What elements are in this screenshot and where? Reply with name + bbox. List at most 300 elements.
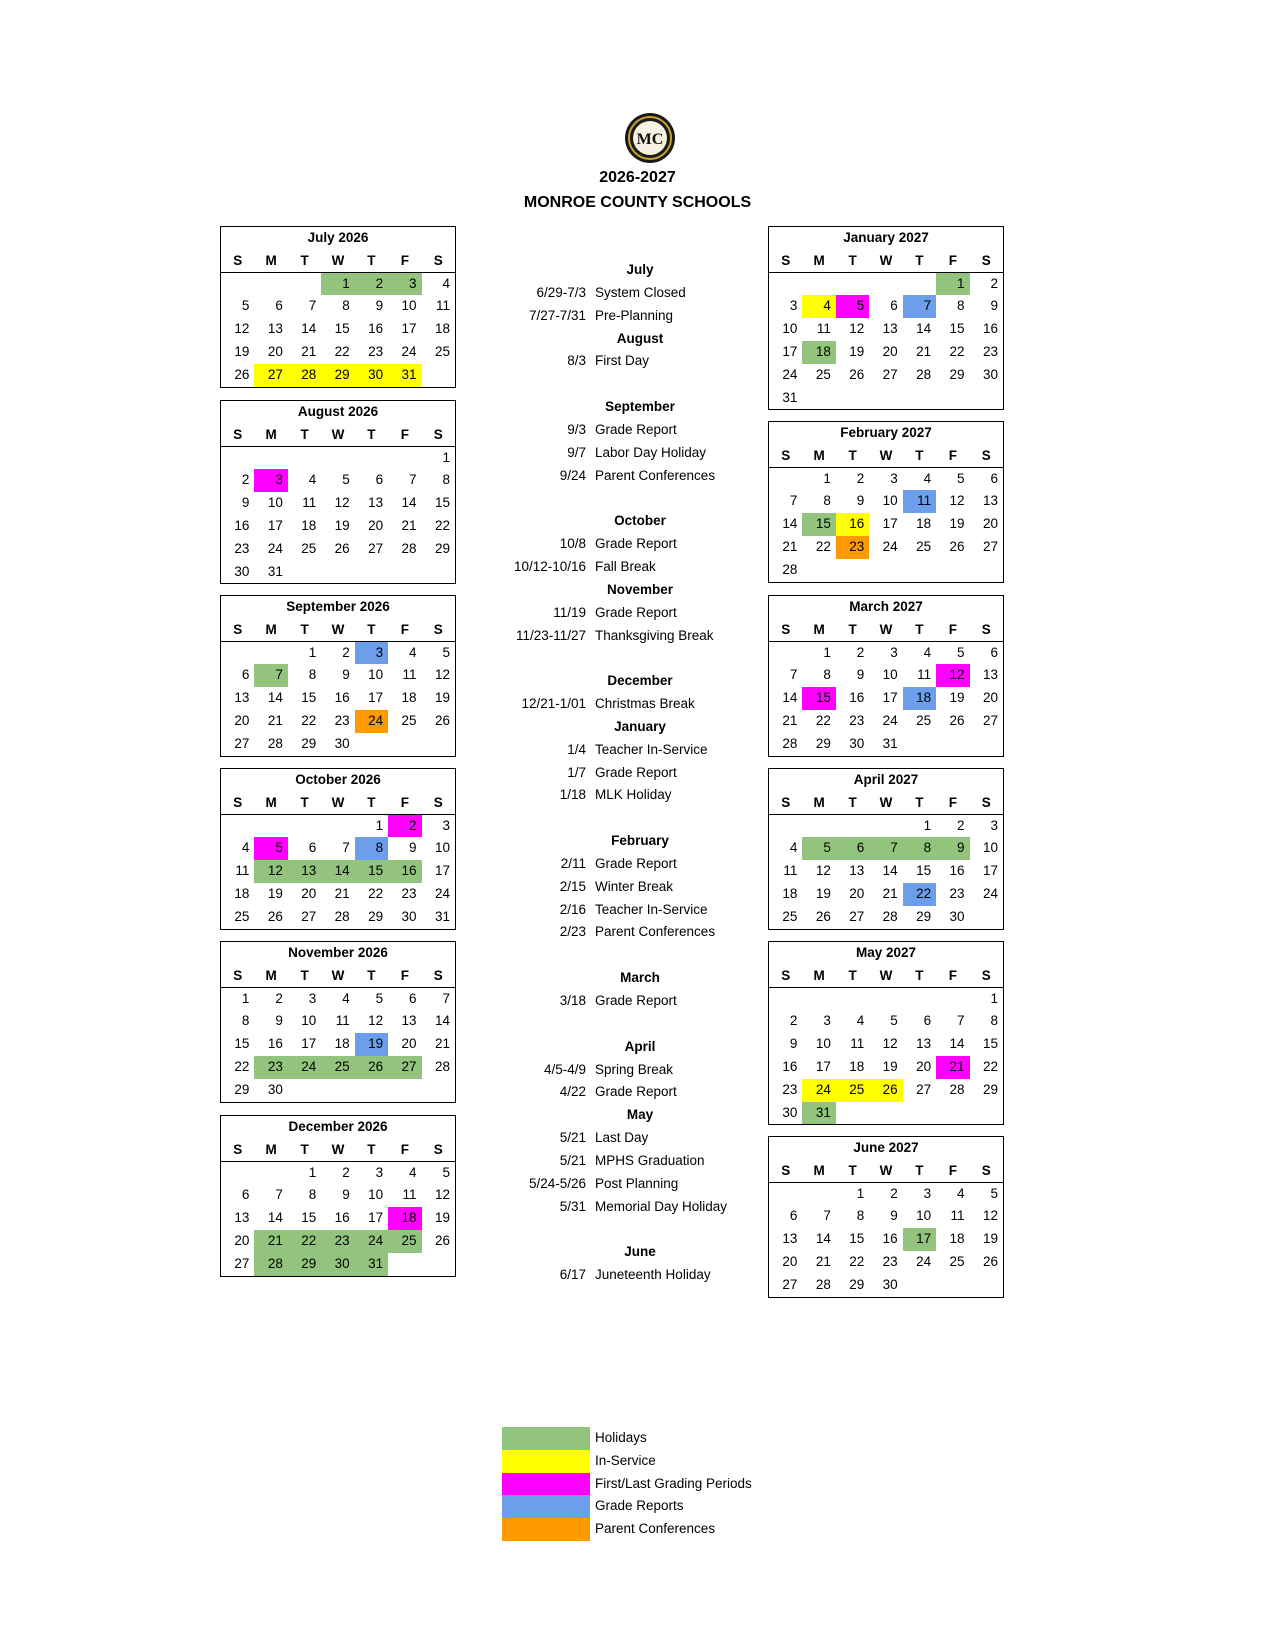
day-cell: 16 xyxy=(836,513,869,536)
event-description: Parent Conferences xyxy=(595,467,716,483)
day-cell: 6 xyxy=(990,644,998,660)
day-cell: 25 xyxy=(301,540,317,556)
event-description: Grade Report xyxy=(595,604,677,620)
day-cell: 15 xyxy=(301,1210,317,1226)
month-title: May 2027 xyxy=(855,945,917,960)
weekday-label: S xyxy=(433,967,443,983)
weekday-label: T xyxy=(300,794,309,810)
weekday-label: S xyxy=(981,621,991,637)
weekday-label: T xyxy=(848,621,857,637)
empty-cell xyxy=(802,273,835,296)
day-cell: 7 xyxy=(409,472,417,488)
empty-cell xyxy=(355,733,388,756)
day-cell: 15 xyxy=(234,1036,250,1052)
day-cell: 12 xyxy=(815,863,831,879)
day-cell: 14 xyxy=(267,690,283,706)
day-cell: 6 xyxy=(241,667,250,683)
weekday-label: S xyxy=(233,794,243,810)
event-item xyxy=(490,350,790,373)
day-cell: 8 xyxy=(355,837,388,860)
week-row xyxy=(221,492,455,515)
day-cell: 6 xyxy=(409,990,417,1006)
weekday-header xyxy=(769,1160,1003,1183)
day-cell: 21 xyxy=(401,517,417,533)
week-row xyxy=(221,561,455,584)
day-cell: 22 xyxy=(815,712,831,728)
day-cell: 18 xyxy=(334,1036,350,1052)
month-title: August 2026 xyxy=(297,404,379,419)
weekday-label: S xyxy=(981,1162,991,1178)
day-cell: 25 xyxy=(782,908,798,924)
week-row xyxy=(221,906,455,929)
month-title: December 2026 xyxy=(288,1119,388,1134)
day-cell: 27 xyxy=(234,1255,250,1271)
event-description: Pre-Planning xyxy=(595,307,674,323)
day-cell: 4 xyxy=(957,1185,965,1201)
day-cell: 13 xyxy=(916,1036,932,1052)
event-description: MPHS Graduation xyxy=(595,1152,705,1168)
day-cell: 30 xyxy=(234,563,250,579)
day-cell: 15 xyxy=(355,860,388,883)
weekday-label: T xyxy=(367,967,376,983)
weekday-label: M xyxy=(813,1162,825,1178)
empty-cell xyxy=(321,1079,354,1102)
day-cell: 28 xyxy=(782,561,798,577)
day-cell: 5 xyxy=(802,837,835,860)
day-cell: 11 xyxy=(402,667,417,683)
day-cell: 22 xyxy=(815,538,831,554)
day-cell: 31 xyxy=(388,364,421,387)
day-cell: 16 xyxy=(388,860,421,883)
day-cell: 5 xyxy=(836,295,869,318)
event-date: 4/22 xyxy=(559,1084,586,1100)
month-calendar xyxy=(768,941,1004,1125)
weekday-label: T xyxy=(915,794,924,810)
day-cell: 20 xyxy=(267,343,283,359)
day-cell: 9 xyxy=(856,493,865,509)
day-cell: 9 xyxy=(342,667,350,683)
day-cell: 4 xyxy=(442,275,450,291)
day-cell: 18 xyxy=(849,1058,865,1074)
event-month-heading: September xyxy=(605,399,675,415)
empty-cell xyxy=(836,273,869,296)
weekday-label: F xyxy=(400,1141,409,1157)
week-row xyxy=(769,468,1003,491)
day-cell: 7 xyxy=(254,664,287,687)
empty-cell xyxy=(355,447,388,470)
day-cell: 21 xyxy=(916,343,932,359)
event-month-heading: February xyxy=(611,833,669,849)
day-cell: 4 xyxy=(923,470,932,486)
week-row xyxy=(769,1251,1003,1274)
weekday-label: S xyxy=(981,252,991,268)
day-cell: 25 xyxy=(434,343,450,359)
legend-swatch xyxy=(502,1495,590,1518)
weekday-label: S xyxy=(233,1141,243,1157)
day-cell: 14 xyxy=(782,690,798,706)
day-cell: 19 xyxy=(267,885,283,901)
day-cell: 25 xyxy=(836,1079,869,1102)
event-date: 2/15 xyxy=(559,878,586,894)
day-cell: 27 xyxy=(254,364,287,387)
event-month-heading: October xyxy=(614,513,666,529)
day-cell: 9 xyxy=(409,840,417,856)
day-cell: 20 xyxy=(782,1253,798,1269)
day-cell: 11 xyxy=(903,490,936,513)
day-cell: 9 xyxy=(375,298,384,314)
day-cell: 1 xyxy=(308,644,317,660)
day-cell: 17 xyxy=(903,1228,936,1251)
day-cell: 27 xyxy=(368,540,384,556)
day-cell: 7 xyxy=(869,837,902,860)
week-row xyxy=(221,642,455,665)
day-cell: 28 xyxy=(267,735,283,751)
day-cell: 23 xyxy=(334,712,350,728)
day-cell: 19 xyxy=(434,690,450,706)
day-cell: 15 xyxy=(802,687,835,710)
month-title: November 2026 xyxy=(288,945,388,960)
day-cell: 11 xyxy=(850,1036,865,1052)
weekday-label: F xyxy=(948,1162,957,1178)
day-cell: 2 xyxy=(856,644,865,660)
weekday-label: T xyxy=(300,967,309,983)
day-cell: 22 xyxy=(434,517,450,533)
day-cell: 21 xyxy=(301,343,317,359)
weekday-label: F xyxy=(948,967,957,983)
day-cell: 29 xyxy=(815,735,831,751)
day-cell: 3 xyxy=(388,273,421,296)
empty-cell xyxy=(903,1274,936,1297)
weekday-header xyxy=(769,792,1003,815)
day-cell: 14 xyxy=(267,1210,283,1226)
weekday-label: W xyxy=(331,794,345,810)
weekday-label: M xyxy=(813,794,825,810)
day-cell: 28 xyxy=(916,366,932,382)
weekday-header xyxy=(769,619,1003,642)
day-cell: 24 xyxy=(288,1056,321,1079)
event-item xyxy=(490,1081,790,1104)
day-cell: 10 xyxy=(982,840,998,856)
day-cell: 5 xyxy=(442,1164,450,1180)
day-cell: 13 xyxy=(368,495,384,511)
day-cell: 10 xyxy=(815,1036,831,1052)
weekday-label: S xyxy=(781,252,791,268)
district-title: MONROE COUNTY SCHOOLS xyxy=(523,194,752,211)
day-cell: 2 xyxy=(890,1185,898,1201)
day-cell: 22 xyxy=(982,1058,998,1074)
day-cell: 5 xyxy=(375,990,384,1006)
week-row xyxy=(769,273,1003,296)
day-cell: 31 xyxy=(802,1102,835,1125)
day-cell: 6 xyxy=(890,298,898,314)
week-row xyxy=(221,515,455,538)
day-cell: 27 xyxy=(234,735,250,751)
day-cell: 4 xyxy=(409,1164,417,1180)
day-cell: 18 xyxy=(434,321,450,337)
day-cell: 18 xyxy=(782,885,798,901)
day-cell: 10 xyxy=(401,298,417,314)
week-row xyxy=(221,1033,455,1056)
day-cell: 24 xyxy=(434,885,450,901)
month-calendar xyxy=(768,1136,1004,1298)
weekday-label: F xyxy=(400,967,409,983)
day-cell: 1 xyxy=(856,1185,865,1201)
day-cell: 18 xyxy=(949,1231,965,1247)
weekday-label: T xyxy=(848,967,857,983)
school-year-title: 2026-2027 xyxy=(599,169,676,186)
day-cell: 1 xyxy=(321,273,354,296)
day-cell: 5 xyxy=(890,1013,898,1029)
day-cell: 17 xyxy=(267,517,283,533)
event-description: System Closed xyxy=(595,284,686,300)
event-item xyxy=(490,899,790,922)
event-month-heading: April xyxy=(624,1038,656,1054)
weekday-label: T xyxy=(300,426,309,442)
spacer xyxy=(490,807,790,830)
weekday-label: M xyxy=(265,967,277,983)
week-row xyxy=(221,1207,455,1230)
weekday-label: T xyxy=(300,621,309,637)
day-cell: 16 xyxy=(368,321,384,337)
week-row xyxy=(769,387,1003,410)
day-cell: 20 xyxy=(234,712,250,728)
week-row xyxy=(221,988,455,1011)
empty-cell xyxy=(869,1102,902,1125)
empty-cell xyxy=(903,988,936,1011)
event-date: 1/18 xyxy=(559,787,586,803)
weekday-label: T xyxy=(915,447,924,463)
day-cell: 8 xyxy=(342,298,350,314)
month-title: October 2026 xyxy=(295,772,381,787)
day-cell: 15 xyxy=(916,863,932,879)
day-cell: 23 xyxy=(836,536,869,559)
day-cell: 16 xyxy=(782,1058,798,1074)
day-cell: 30 xyxy=(882,1276,898,1292)
day-cell: 30 xyxy=(401,908,417,924)
empty-cell xyxy=(288,273,321,296)
day-cell: 4 xyxy=(802,295,835,318)
week-row xyxy=(769,536,1003,559)
day-cell: 13 xyxy=(401,1013,417,1029)
empty-cell xyxy=(355,1079,388,1102)
day-cell: 6 xyxy=(308,840,317,856)
empty-cell xyxy=(388,1079,421,1102)
event-item xyxy=(490,556,790,579)
day-cell: 19 xyxy=(434,1210,450,1226)
day-cell: 24 xyxy=(401,343,417,359)
day-cell: 21 xyxy=(267,712,283,728)
weekday-label: W xyxy=(331,252,345,268)
empty-cell xyxy=(321,447,354,470)
day-cell: 29 xyxy=(916,908,932,924)
weekday-label: S xyxy=(781,794,791,810)
day-cell: 4 xyxy=(241,840,250,856)
empty-cell xyxy=(836,387,869,410)
weekday-header xyxy=(221,965,455,988)
event-month-heading: January xyxy=(614,718,666,734)
day-cell: 7 xyxy=(789,493,798,509)
event-date: 7/27-7/31 xyxy=(528,307,586,323)
event-description: Grade Report xyxy=(595,855,677,871)
week-row xyxy=(221,1056,455,1079)
day-cell: 2 xyxy=(957,817,965,833)
day-cell: 13 xyxy=(267,321,283,337)
day-cell: 19 xyxy=(849,343,865,359)
day-cell: 14 xyxy=(882,863,898,879)
event-date: 1/7 xyxy=(567,764,586,780)
day-cell: 19 xyxy=(949,690,965,706)
weekday-label: F xyxy=(948,621,957,637)
weekday-label: F xyxy=(400,621,409,637)
day-cell: 5 xyxy=(342,472,350,488)
day-cell: 8 xyxy=(823,667,831,683)
weekday-label: S xyxy=(433,426,443,442)
week-row xyxy=(769,1010,1003,1033)
day-cell: 2 xyxy=(990,275,998,291)
day-cell: 25 xyxy=(916,712,932,728)
empty-cell xyxy=(221,1162,254,1185)
weekday-label: W xyxy=(879,252,893,268)
day-cell: 10 xyxy=(434,840,450,856)
day-cell: 24 xyxy=(882,712,898,728)
day-cell: 18 xyxy=(301,517,317,533)
event-description: Grade Report xyxy=(595,993,677,1008)
day-cell: 25 xyxy=(234,908,250,924)
day-cell: 9 xyxy=(241,495,250,511)
day-cell: 23 xyxy=(368,343,384,359)
day-cell: 8 xyxy=(823,493,831,509)
weekday-header xyxy=(769,445,1003,468)
week-row xyxy=(769,687,1003,710)
event-description: Grade Report xyxy=(595,421,677,437)
weekday-label: W xyxy=(879,967,893,983)
day-cell: 14 xyxy=(434,1013,450,1029)
event-month-heading: August xyxy=(616,330,664,346)
day-cell: 17 xyxy=(368,690,384,706)
empty-cell xyxy=(321,815,354,838)
day-cell: 9 xyxy=(789,1036,798,1052)
legend-swatch xyxy=(502,1427,590,1450)
empty-cell xyxy=(321,561,354,584)
day-cell: 14 xyxy=(401,495,417,511)
event-description: Winter Break xyxy=(595,878,674,894)
day-cell: 3 xyxy=(923,1185,932,1201)
empty-cell xyxy=(869,559,902,582)
day-cell: 22 xyxy=(903,883,936,906)
day-cell: 18 xyxy=(802,341,835,364)
weekday-label: S xyxy=(781,967,791,983)
day-cell: 4 xyxy=(923,644,932,660)
event-description: Labor Day Holiday xyxy=(595,444,707,460)
event-date: 6/17 xyxy=(559,1267,586,1283)
weekday-label: T xyxy=(915,252,924,268)
day-cell: 21 xyxy=(434,1036,450,1052)
day-cell: 23 xyxy=(982,343,998,359)
day-cell: 7 xyxy=(342,840,350,856)
event-item xyxy=(490,419,790,442)
day-cell: 24 xyxy=(982,885,998,901)
empty-cell xyxy=(970,733,1003,756)
empty-cell xyxy=(221,273,254,296)
day-cell: 1 xyxy=(823,470,831,486)
day-cell: 20 xyxy=(301,885,317,901)
weekday-label: S xyxy=(433,252,443,268)
day-cell: 16 xyxy=(334,690,350,706)
day-cell: 27 xyxy=(301,908,317,924)
day-cell: 16 xyxy=(982,321,998,337)
month-title: January 2027 xyxy=(843,230,929,245)
day-cell: 27 xyxy=(916,1081,932,1097)
day-cell: 29 xyxy=(949,366,965,382)
day-cell: 30 xyxy=(355,364,388,387)
weekday-label: T xyxy=(915,621,924,637)
day-cell: 31 xyxy=(782,389,798,405)
event-description: Memorial Day Holiday xyxy=(595,1198,728,1214)
empty-cell xyxy=(836,815,869,838)
empty-cell xyxy=(254,815,287,838)
day-cell: 12 xyxy=(434,1187,450,1203)
weekday-header xyxy=(769,250,1003,273)
month-calendar xyxy=(768,595,1004,757)
week-row xyxy=(769,1228,1003,1251)
day-cell: 17 xyxy=(815,1058,831,1074)
day-cell: 30 xyxy=(782,1104,798,1120)
month-title: April 2027 xyxy=(853,772,919,787)
month-calendar xyxy=(220,941,456,1103)
event-description: Spring Break xyxy=(595,1061,674,1077)
event-item xyxy=(490,305,790,328)
week-row xyxy=(221,815,455,838)
weekday-label: S xyxy=(981,447,991,463)
empty-cell xyxy=(936,733,969,756)
day-cell: 22 xyxy=(849,1253,865,1269)
event-description: Thanksgiving Break xyxy=(595,627,714,643)
day-cell: 19 xyxy=(882,1058,898,1074)
day-cell: 8 xyxy=(903,837,936,860)
day-cell: 30 xyxy=(949,908,965,924)
event-date: 11/23-11/27 xyxy=(515,627,586,643)
day-cell: 6 xyxy=(923,1013,932,1029)
day-cell: 4 xyxy=(342,990,350,1006)
weekday-header xyxy=(221,424,455,447)
day-cell: 24 xyxy=(916,1253,932,1269)
event-month-heading: March xyxy=(620,970,660,986)
week-row xyxy=(769,1274,1003,1297)
event-date: 6/29-7/3 xyxy=(536,284,586,300)
day-cell: 12 xyxy=(949,493,965,509)
district-seal-logo xyxy=(624,112,676,164)
event-date: 9/24 xyxy=(559,467,586,483)
event-description: Teacher In-Service xyxy=(595,901,708,917)
day-cell: 2 xyxy=(342,644,350,660)
day-cell: 3 xyxy=(890,470,898,486)
day-cell: 25 xyxy=(815,366,831,382)
weekday-header xyxy=(221,250,455,273)
event-description: Parent Conferences xyxy=(595,924,716,940)
day-cell: 17 xyxy=(982,863,998,879)
empty-cell xyxy=(970,1102,1003,1125)
empty-cell xyxy=(422,1079,455,1102)
day-cell: 10 xyxy=(882,667,898,683)
empty-cell xyxy=(254,273,287,296)
week-row xyxy=(769,883,1003,906)
day-cell: 24 xyxy=(355,710,388,733)
day-cell: 10 xyxy=(368,667,384,683)
week-row xyxy=(221,1162,455,1185)
weekday-label: T xyxy=(848,1162,857,1178)
day-cell: 23 xyxy=(234,540,250,556)
day-cell: 22 xyxy=(949,343,965,359)
